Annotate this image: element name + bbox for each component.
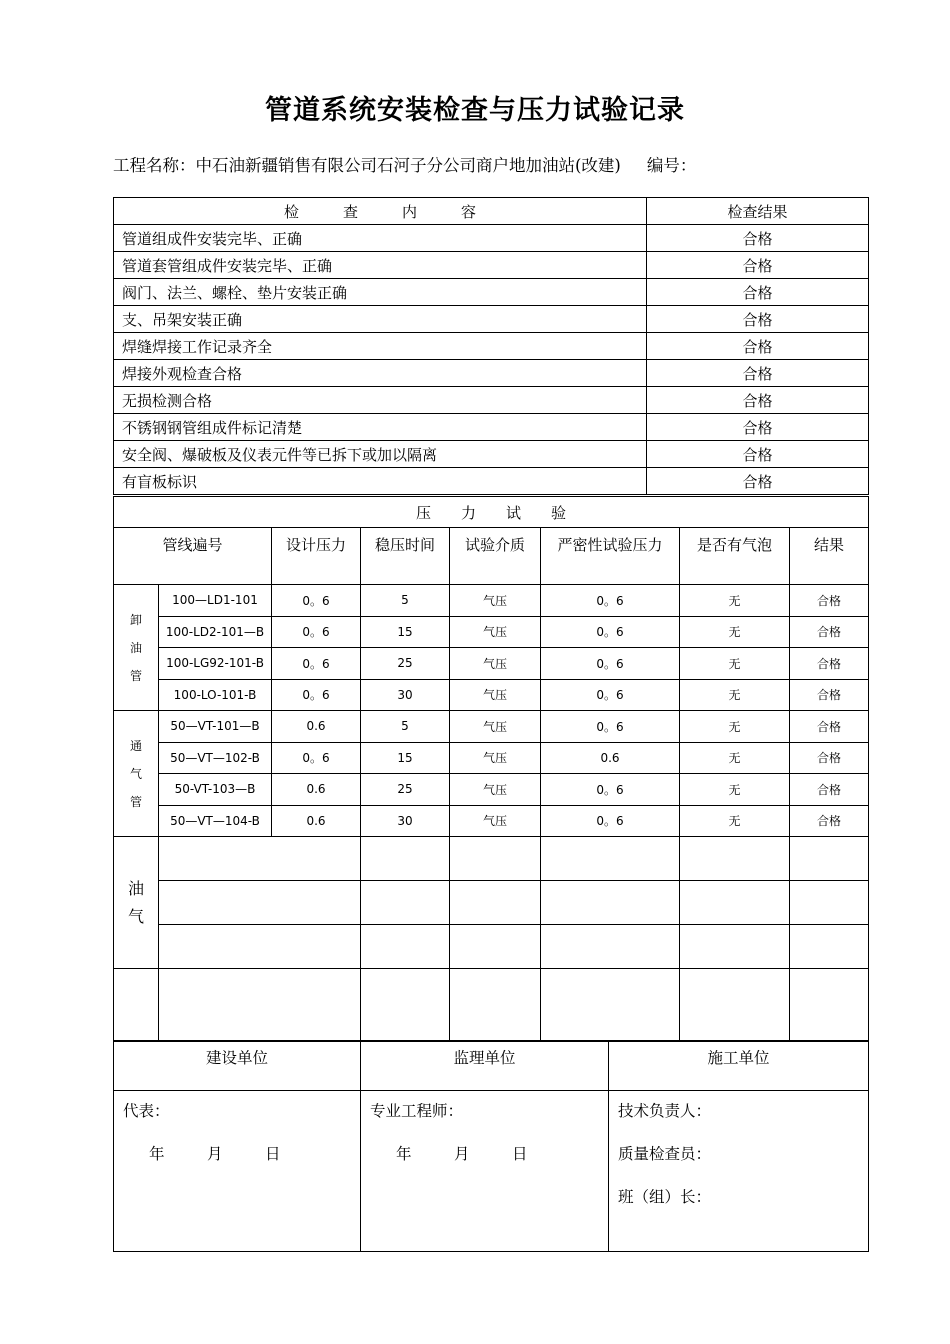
- design-pressure-cell: 0。6: [272, 648, 361, 680]
- result-cell: 合格: [790, 585, 869, 617]
- hold-time-cell: 25: [361, 648, 450, 680]
- inspection-result: 合格: [647, 333, 869, 360]
- col-header-result: 结果: [790, 528, 869, 585]
- design-pressure-cell: 0.6: [272, 805, 361, 837]
- team-lead-label: 班（组）长：: [618, 1188, 712, 1206]
- inspection-row: [114, 441, 869, 468]
- inspection-row: [114, 414, 869, 441]
- hold-time-cell: 5: [361, 585, 450, 617]
- hold-time-cell: 15: [361, 742, 450, 774]
- table-row: [114, 711, 869, 743]
- inspection-item: 无损检测合格: [114, 387, 647, 414]
- inspection-result: 合格: [647, 387, 869, 414]
- date-line: 年 月 日: [396, 1145, 528, 1163]
- hold-time-cell: 30: [361, 805, 450, 837]
- line-number-cell: 50-VT-103—B: [159, 774, 272, 806]
- design-pressure-cell: 0。6: [272, 616, 361, 648]
- group-label-unloading-pipe: 卸 油 管: [114, 585, 159, 711]
- inspection-item: 阀门、法兰、螺栓、垫片安装正确: [114, 279, 647, 306]
- test-medium-cell: 气压: [450, 616, 541, 648]
- signature-table: [113, 1040, 869, 1252]
- inspection-result: 合格: [647, 414, 869, 441]
- empty-row: [114, 837, 869, 881]
- project-name-label: 工程名称：: [113, 156, 196, 175]
- table-row: [114, 585, 869, 617]
- construction-signature-cell: [114, 1091, 361, 1252]
- table-row: [114, 805, 869, 837]
- line-number-cell: 100—LD1-101: [159, 585, 272, 617]
- inspection-result: 合格: [647, 225, 869, 252]
- inspection-item: 焊接外观检查合格: [114, 360, 647, 387]
- test-medium-cell: 气压: [450, 585, 541, 617]
- table-row: [114, 648, 869, 680]
- design-pressure-cell: 0。6: [272, 679, 361, 711]
- design-pressure-cell: 0。6: [272, 742, 361, 774]
- inspection-row: [114, 360, 869, 387]
- table-row: [114, 679, 869, 711]
- test-medium-cell: 气压: [450, 711, 541, 743]
- supervision-unit-header: 监理单位: [361, 1041, 609, 1091]
- hold-time-cell: 25: [361, 774, 450, 806]
- contractor-unit-header: 施工单位: [609, 1041, 869, 1091]
- design-pressure-cell: 0。6: [272, 585, 361, 617]
- inspection-content-header: 检 查 内 容: [114, 198, 647, 225]
- bubbles-cell: 无: [680, 679, 790, 711]
- line-number-cell: 50—VT-101—B: [159, 711, 272, 743]
- inspection-result: 合格: [647, 252, 869, 279]
- line-number-cell: 50—VT—104-B: [159, 805, 272, 837]
- col-header-tightness-pressure: 严密性试验压力: [541, 528, 680, 585]
- inspection-item: 不锈钢钢管组成件标记清楚: [114, 414, 647, 441]
- col-header-hold-time: 稳压时间: [361, 528, 450, 585]
- result-cell: 合格: [790, 742, 869, 774]
- result-cell: 合格: [790, 616, 869, 648]
- tightness-pressure-cell: 0。6: [541, 711, 680, 743]
- inspection-item: 有盲板标识: [114, 468, 647, 495]
- project-line: [113, 152, 696, 176]
- inspection-row: [114, 333, 869, 360]
- hold-time-cell: 5: [361, 711, 450, 743]
- date-line: 年 月 日: [149, 1145, 281, 1163]
- tightness-pressure-cell: 0。6: [541, 774, 680, 806]
- contractor-signature-cell: [609, 1091, 869, 1252]
- pressure-test-table: [113, 496, 869, 1042]
- bubbles-cell: 无: [680, 616, 790, 648]
- inspection-result: 合格: [647, 306, 869, 333]
- representative-label: 代表：: [123, 1102, 170, 1120]
- inspection-result: 合格: [647, 279, 869, 306]
- hold-time-cell: 15: [361, 616, 450, 648]
- tightness-pressure-cell: 0。6: [541, 648, 680, 680]
- hold-time-cell: 30: [361, 679, 450, 711]
- bubbles-cell: 无: [680, 742, 790, 774]
- inspection-row: [114, 306, 869, 333]
- inspection-row: [114, 387, 869, 414]
- line-number-cell: 50—VT—102-B: [159, 742, 272, 774]
- table-row: [114, 742, 869, 774]
- inspection-item: 管道组成件安装完毕、正确: [114, 225, 647, 252]
- test-medium-cell: 气压: [450, 774, 541, 806]
- inspection-result: 合格: [647, 468, 869, 495]
- tightness-pressure-cell: 0。6: [541, 679, 680, 711]
- inspection-item: 支、吊架安装正确: [114, 306, 647, 333]
- project-name-value: 中石油新疆销售有限公司石河子分公司商户地加油站(改建): [195, 156, 621, 175]
- col-header-design-pressure: 设计压力: [272, 528, 361, 585]
- table-row: [114, 774, 869, 806]
- inspection-row: [114, 468, 869, 495]
- line-number-cell: 100-LD2-101—B: [159, 616, 272, 648]
- tightness-pressure-cell: 0。6: [541, 805, 680, 837]
- inspection-header-row: [114, 198, 869, 225]
- result-cell: 合格: [790, 711, 869, 743]
- table-row: [114, 616, 869, 648]
- inspection-result: 合格: [647, 441, 869, 468]
- bubbles-cell: 无: [680, 774, 790, 806]
- empty-row: [114, 925, 869, 969]
- col-header-line-number: 管线遍号: [114, 528, 272, 585]
- col-header-test-medium: 试验介质: [450, 528, 541, 585]
- design-pressure-cell: 0.6: [272, 774, 361, 806]
- tightness-pressure-cell: 0。6: [541, 616, 680, 648]
- inspection-item: 管道套管组成件安装完毕、正确: [114, 252, 647, 279]
- line-number-cell: 100-LG92-101-B: [159, 648, 272, 680]
- group-label-oil-vapor: 油 气: [114, 837, 159, 969]
- inspection-row: [114, 279, 869, 306]
- engineer-label: 专业工程师：: [370, 1102, 464, 1120]
- line-number-cell: 100-LO-101-B: [159, 679, 272, 711]
- quality-inspector-label: 质量检查员：: [618, 1145, 712, 1163]
- document-title: 管道系统安装检查与压力试验记录: [265, 95, 685, 126]
- result-cell: 合格: [790, 679, 869, 711]
- col-header-bubbles: 是否有气泡: [680, 528, 790, 585]
- bubbles-cell: 无: [680, 585, 790, 617]
- inspection-result: 合格: [647, 360, 869, 387]
- inspection-row: [114, 225, 869, 252]
- tightness-pressure-cell: 0。6: [541, 585, 680, 617]
- test-medium-cell: 气压: [450, 805, 541, 837]
- test-medium-cell: 气压: [450, 648, 541, 680]
- group-label-vent-pipe: 通 气 管: [114, 711, 159, 837]
- tech-lead-label: 技术负责人：: [618, 1102, 712, 1120]
- bubbles-cell: 无: [680, 711, 790, 743]
- bubbles-cell: 无: [680, 648, 790, 680]
- result-cell: 合格: [790, 805, 869, 837]
- result-cell: 合格: [790, 774, 869, 806]
- pressure-column-header-row: [114, 528, 869, 585]
- record-number-label: 编号：: [646, 156, 697, 175]
- inspection-table: [113, 197, 869, 495]
- tightness-pressure-cell: 0.6: [541, 742, 680, 774]
- test-medium-cell: 气压: [450, 679, 541, 711]
- design-pressure-cell: 0.6: [272, 711, 361, 743]
- empty-row: [114, 969, 869, 1042]
- inspection-result-header: 检查结果: [647, 198, 869, 225]
- construction-unit-header: 建设单位: [114, 1041, 361, 1091]
- test-medium-cell: 气压: [450, 742, 541, 774]
- inspection-item: 安全阀、爆破板及仪表元件等已拆下或加以隔离: [114, 441, 647, 468]
- supervision-signature-cell: [361, 1091, 609, 1252]
- inspection-row: [114, 252, 869, 279]
- result-cell: 合格: [790, 648, 869, 680]
- bubbles-cell: 无: [680, 805, 790, 837]
- pressure-test-title: 压 力 试 验: [114, 497, 869, 528]
- inspection-item: 焊缝焊接工作记录齐全: [114, 333, 647, 360]
- empty-row: [114, 881, 869, 925]
